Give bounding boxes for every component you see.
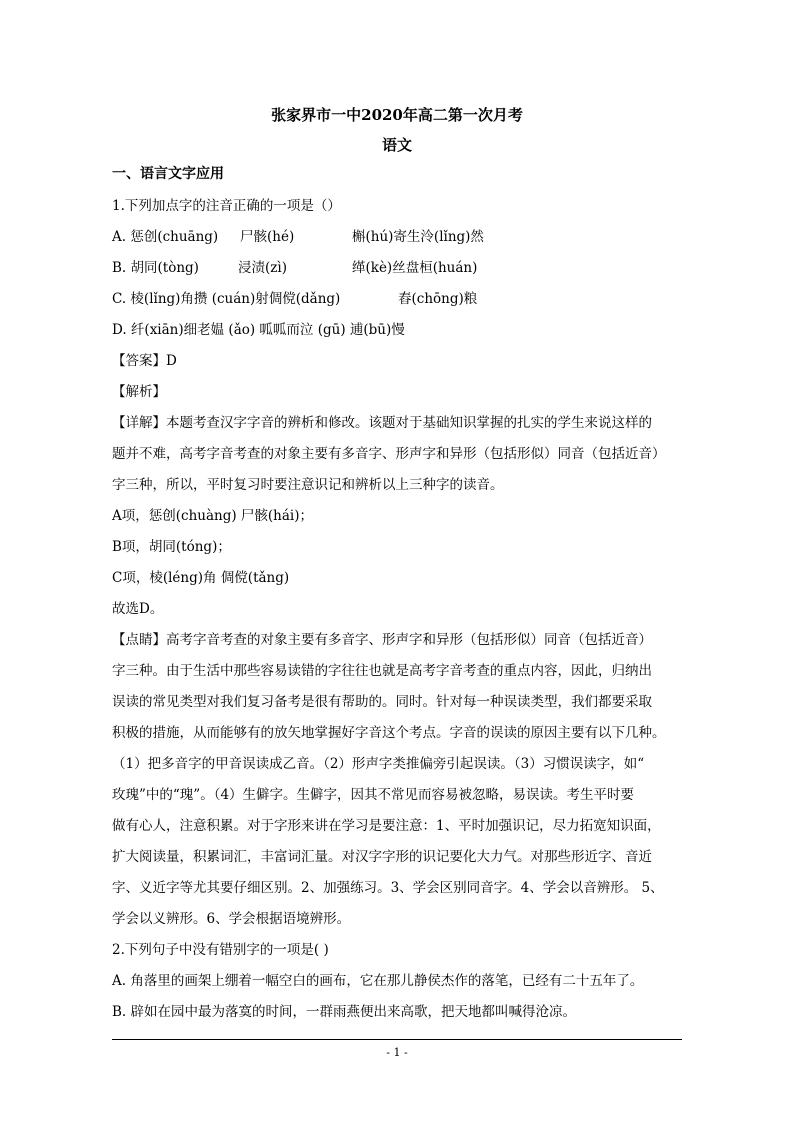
- fix-line: 故选D。: [112, 601, 164, 617]
- tip-line: 字、义近字等尤其要仔细区别。2、加强练习。3、学会区别同音字。4、学会以音辨形。 5、: [112, 880, 664, 896]
- tip-line: 学会以义辨形。6、学会根据语境辨形。: [112, 911, 351, 927]
- question-1-option-a: A. 惩创(chuāng) 尸骸(hé) 槲(hú)寄生泠(lǐng)然: [112, 229, 484, 245]
- question-1-option-d: D. 纤(xiān)细老媪 (ǎo) 呱呱而泣 (gū) 逋(bū)慢: [112, 322, 405, 338]
- subject-title: 语文: [381, 136, 412, 154]
- question-1-option-c: C. 棱(lǐng)角攒 (cuán)射倜傥(dǎng) 舂(chōng)粮: [112, 291, 478, 307]
- tip-line: 做有心人，注意积累。对于字形来讲在学习是要注意：1、平时加强识记，尽力拓宽知识面，: [112, 818, 661, 834]
- question-2-option-b: B. 辟如在园中最为落寞的时间，一群雨燕便出来高歌，把天地都叫喊得沧凉。: [112, 1004, 577, 1020]
- fix-line: A项，惩创(chuàng) 尸骸(hái)；: [112, 508, 314, 524]
- question-2-stem: 2.下列句子中没有错别字的一项是( ): [112, 942, 329, 958]
- detail-line: 字三种，所以，平时复习时要注意识记和辨析以上三种字的读音。: [112, 477, 504, 493]
- fix-line: C项，棱(léng)角 倜傥(tǎng): [112, 570, 290, 586]
- tip-line: （1）把多音字的甲音误读成乙音。（2）形声字类推偏旁引起误读。（3）习惯误读字，如“: [112, 756, 645, 772]
- tip-line: 误读的常见类型对我们复习备考是很有帮助的。同时。针对每一种误读类型，我们都要采取: [112, 694, 652, 710]
- tip-line: 【点睛】高考字音考查的对象主要有多音字、形声字和异形（包括形似）同音（包括近音）: [112, 632, 652, 648]
- tip-line: 扩大阅读量，积累词汇，丰富词汇量。对汉字字形的识记要化大力气。对那些形近字、音近: [112, 849, 652, 865]
- document-title: 张家界市一中2020年高二第一次月考: [271, 106, 523, 124]
- page-number: - 1 -: [386, 1046, 408, 1059]
- answer-line: 【答案】D: [112, 353, 177, 369]
- section-heading: 一、语言文字应用: [112, 166, 224, 182]
- question-1-stem: 1.下列加点字的注音正确的一项是（）: [112, 198, 341, 214]
- question-2-option-a: A. 角落里的画架上绷着一幅空白的画布，它在那儿静侯杰作的落笔，已经有二十五年了。: [112, 973, 644, 989]
- tip-line: 字三种。由于生活中那些容易读错的字往往也就是高考字音考查的重点内容，因此，归纳出: [112, 663, 652, 679]
- question-1-option-b: B. 胡同(tòng) 浸渍(zì) 缂(kè)丝盘桓(huán): [112, 260, 478, 276]
- detail-line: 【详解】本题考查汉字字音的辨析和修改。该题对于基础知识掌握的扎实的学生来说这样的: [112, 415, 652, 431]
- tip-line: 积极的措施，从而能够有的放矢地掌握好字音这个考点。字音的误读的原因主要有以下几种。: [112, 725, 666, 741]
- footer-divider: [112, 1039, 682, 1040]
- tip-line: 玫瑰”中的“瑰”。（4）生僻字。生僻字，因其不常见而容易被忽略，易误读。考生平时要: [112, 787, 635, 803]
- analysis-label: 【解析】: [112, 384, 166, 400]
- fix-line: B项，胡同(tóng)；: [112, 539, 231, 555]
- detail-line: 题并不难，高考字音考查的对象主要有多音字、形声字和异形（包括形似）同音（包括近音）: [112, 446, 666, 462]
